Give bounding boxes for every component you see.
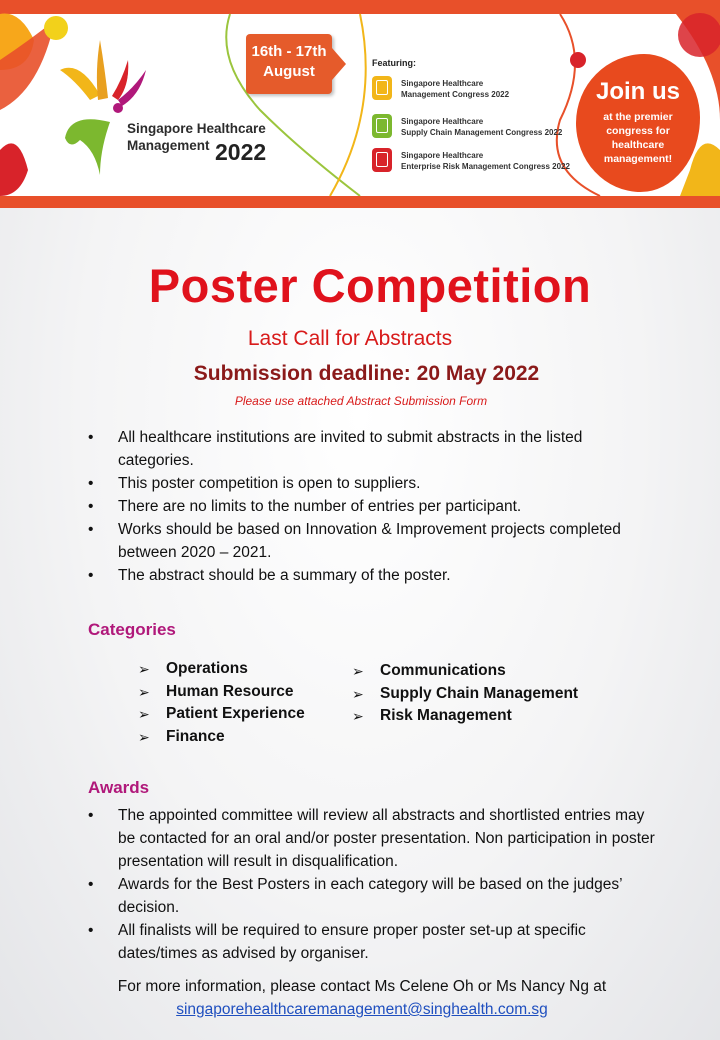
featured-congress-2-line2: Supply Chain Management Congress 2022 xyxy=(401,128,563,137)
featured-congress-1-line2: Management Congress 2022 xyxy=(401,90,510,99)
category-item: ➢ Communications xyxy=(352,660,578,683)
featured-congress-3-line2: Enterprise Risk Management Congress 2022 xyxy=(401,162,570,171)
banner-bottom-strip xyxy=(0,196,720,208)
category-item: ➢ Supply Chain Management xyxy=(352,683,578,706)
form-note: Please use attached Abstract Submission Form xyxy=(234,394,488,408)
logo-line1: Singapore Healthcare xyxy=(127,121,266,136)
page-subtitle: Last Call for Abstracts xyxy=(247,327,453,350)
list-item: • This poster competition is open to suppliers. xyxy=(88,472,658,495)
featured-congress-3 xyxy=(372,148,592,176)
submission-deadline: Submission deadline: 20 May 2022 xyxy=(193,362,540,385)
list-item: • Awards for the Best Posters in each category will be based on the judges’ decision. xyxy=(88,873,658,919)
event-date-badge xyxy=(246,34,332,94)
checklist-icon xyxy=(372,114,392,138)
featuring-label: Featuring: xyxy=(372,58,416,68)
featured-congress-1-line1: Singapore Healthcare xyxy=(401,79,484,88)
list-item: • There are no limits to the number of entries per participant. xyxy=(88,495,658,518)
list-item: • All healthcare institutions are invited to submit abstracts in the listed categories. xyxy=(88,426,658,472)
featured-congress-2-line1: Singapore Healthcare xyxy=(401,117,484,126)
join-us-title: Join us xyxy=(595,78,680,105)
category-item: ➢ Patient Experience xyxy=(138,703,305,726)
awards-heading: Awards xyxy=(88,778,150,797)
event-date-month: August xyxy=(263,63,315,80)
logo-year: 2022 xyxy=(215,139,267,165)
featured-congress-1 xyxy=(372,76,592,104)
categories-heading: Categories xyxy=(88,620,176,639)
logo-line2: Management xyxy=(127,138,210,153)
join-us-subtitle: at the premier congress for healthcare management! xyxy=(603,111,673,165)
featured-congress-2 xyxy=(372,114,592,142)
list-item: • All finalists will be required to ensure proper poster set-up at specific dates/times as advised by organiser. xyxy=(88,919,658,965)
date-arrow-icon xyxy=(332,48,346,80)
category-item: ➢ Human Resource xyxy=(138,681,305,704)
list-item: • The abstract should be a summary of the poster. xyxy=(88,564,658,587)
contact-text: For more information, please contact Ms Celene Oh or Ms Nancy Ng at xyxy=(117,978,607,995)
congress-banner xyxy=(0,0,720,208)
featured-congress-3-line1: Singapore Healthcare xyxy=(401,151,484,160)
document-icon xyxy=(372,76,392,100)
category-item: ➢ Finance xyxy=(138,726,305,749)
logo-icon xyxy=(60,40,146,175)
category-item: ➢ Operations xyxy=(138,658,305,681)
event-date-days: 16th - 17th xyxy=(251,43,327,60)
intro-bullet-list xyxy=(88,426,658,587)
categories-list-right xyxy=(352,660,578,728)
category-item: ➢ Risk Management xyxy=(352,705,578,728)
contact-email-link[interactable]: singaporehealthcaremanagement@singhealth.com.sg xyxy=(176,1001,548,1018)
page-title: Poster Competition xyxy=(148,259,592,312)
shield-document-icon xyxy=(372,148,392,172)
awards-bullet-list xyxy=(88,804,658,965)
list-item: • Works should be based on Innovation & Improvement projects completed between 2020 – 2021. xyxy=(88,518,658,564)
list-item: • The appointed committee will review all abstracts and shortlisted entries may be contacted for an oral and/or poster presentation. Non participation in poster presentation will result in disqualification. xyxy=(88,804,658,873)
categories-list-left xyxy=(138,658,305,749)
